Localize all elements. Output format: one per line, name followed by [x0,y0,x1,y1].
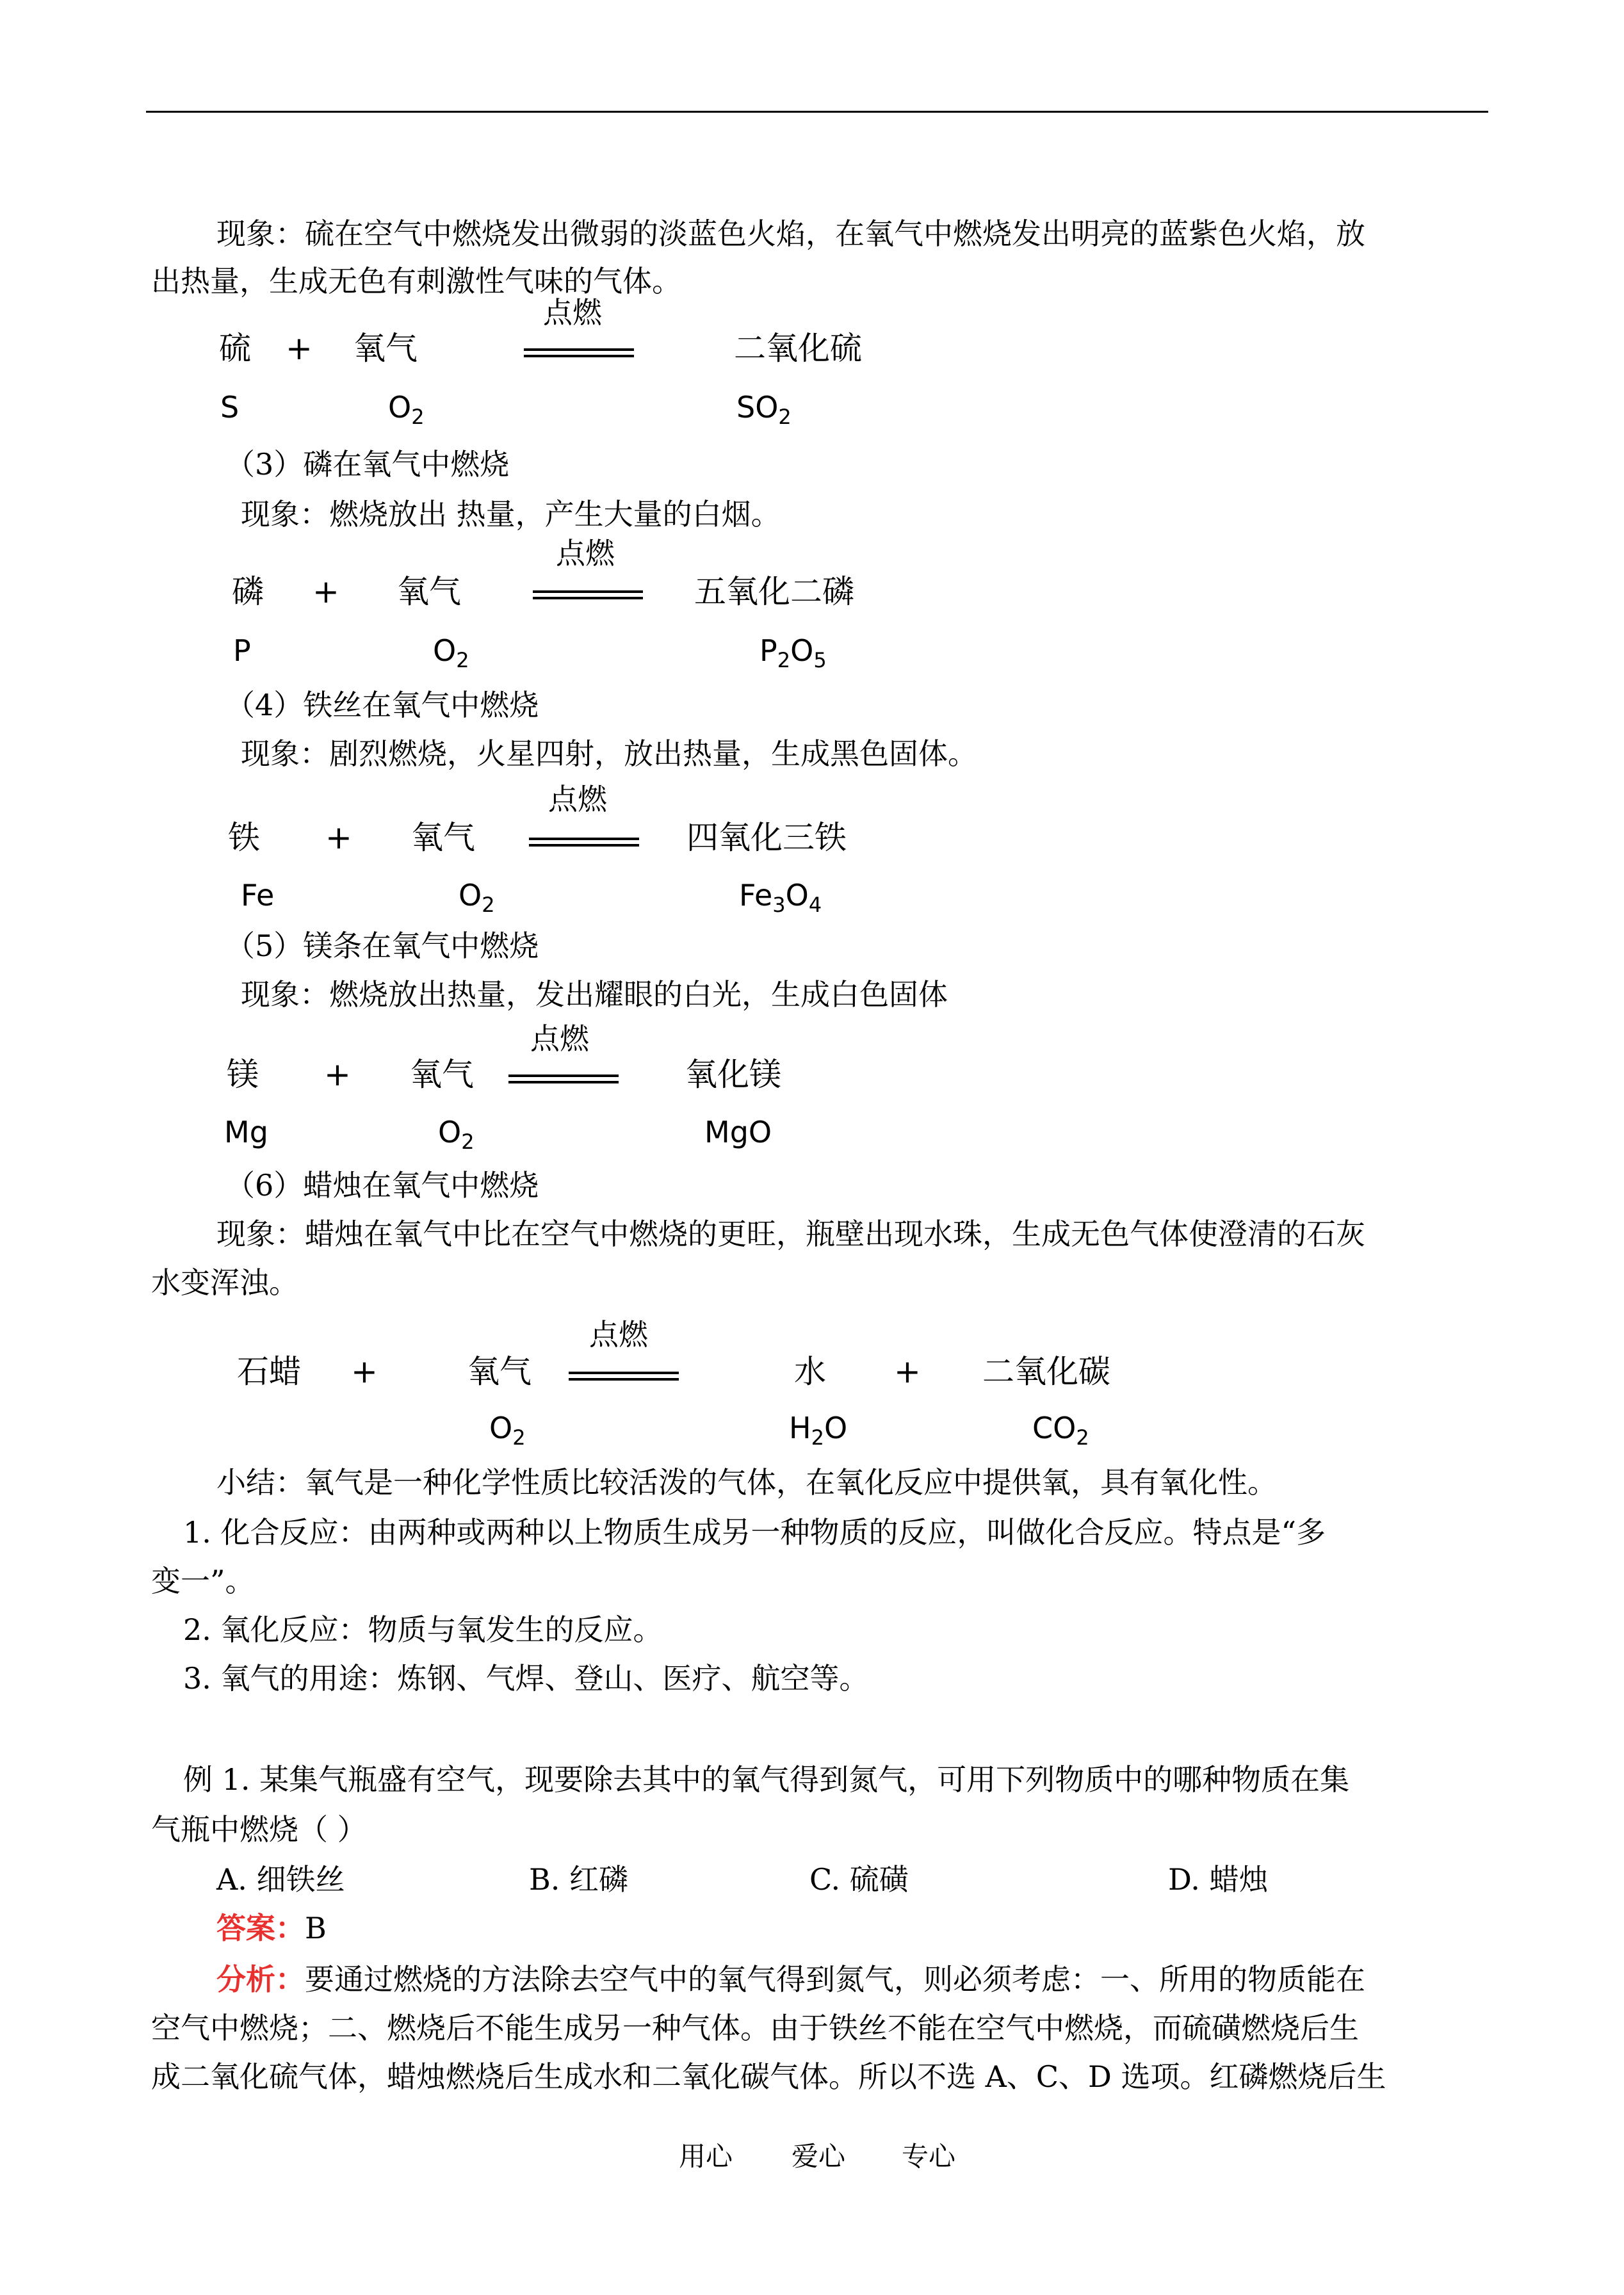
summary-item-1-cont: 变一”。 [151,1564,255,1598]
header-rule [146,111,1488,113]
formula: S [220,390,240,425]
analysis-label: 分析： [216,1962,305,1997]
formula: $CO_2$ [1032,1411,1089,1450]
analysis-line3: 成二氧化硫气体，蜡烛燃烧后生成水和二氧化碳气体。所以不选 A、C、D 选项。红磷燃烧后生 [151,2059,1386,2094]
reactant-name: 硫 [219,330,251,367]
formula: $O_2$ [459,878,495,917]
formula: Fe [241,878,275,912]
section-heading-candle: （6）蜡烛在氧气中燃烧 [225,1168,539,1203]
answer-value: B [305,1911,327,1945]
reaction-arrow [524,348,634,357]
formula: MgO [704,1115,772,1149]
section-heading-magnesium: （5）镁条在氧气中燃烧 [225,929,539,963]
product-name: 氧化镁 [685,1056,781,1093]
reactant-name: 磷 [232,573,264,610]
reaction-arrow [569,1372,679,1381]
formula: $O_2$ [433,633,469,672]
condition-label: 点燃 [556,536,615,571]
formula: $H_2O$ [789,1411,848,1450]
reactant-name: 氧气 [467,1353,532,1390]
answer-line [216,1904,327,1952]
formula: $O_2$ [438,1115,475,1154]
option-b: B. 红磷 [529,1862,629,1897]
condition-label: 点燃 [548,782,607,816]
plus-sign: + [894,1353,921,1390]
product-name: 二氧化碳 [982,1353,1110,1390]
phenomenon-candle-line2: 水变浑浊。 [151,1265,298,1300]
option-a: A. 细铁丝 [216,1862,345,1897]
footer-text-1: 用心 [679,2141,733,2172]
formula: Mg [224,1115,268,1149]
summary-intro: 小结：氧气是一种化学性质比较活泼的气体，在氧化反应中提供氧，具有氧化性。 [216,1465,1277,1500]
reactant-name: 铁 [228,819,260,856]
phenomenon-sulfur-line1: 现象：硫在空气中燃烧发出微弱的淡蓝色火焰，在氧气中燃烧发出明亮的蓝紫色火焰，放 [216,216,1365,251]
analysis-line2: 空气中燃烧；二、燃烧后不能生成另一种气体。由于铁丝不能在空气中燃烧，而硫磺燃烧后生 [151,2011,1359,2045]
reaction-arrow [508,1075,619,1083]
condition-label: 点燃 [530,1021,589,1056]
phenomenon-magnesium: 现象：燃烧放出热量，发出耀眼的白光，生成白色固体 [241,977,948,1012]
section-heading-iron: （4）铁丝在氧气中燃烧 [225,688,539,722]
plus-sign: + [286,330,313,367]
phenomenon-phosphorus: 现象：燃烧放出 热量，产生大量的白烟。 [241,497,781,531]
section-heading-phosphorus: （3）磷在氧气中燃烧 [225,447,510,482]
phenomenon-iron: 现象：剧烈燃烧，火星四射，放出热量，生成黑色固体。 [241,736,977,771]
product-name: 四氧化三铁 [686,819,847,856]
reactant-name: 氧气 [411,819,475,856]
formula: $O_2$ [489,1411,526,1450]
option-c: C. 硫磺 [809,1862,909,1897]
formula: $O_2$ [388,390,425,429]
plus-sign: + [325,819,352,856]
product-name: 二氧化硫 [734,330,862,367]
summary-item-2: 2. 氧化反应：物质与氧发生的反应。 [183,1612,663,1647]
example-question-line2: 气瓶中燃烧（ ） [151,1812,367,1847]
reactant-name: 氧气 [353,330,418,367]
footer-text-3: 专心 [902,2141,956,2172]
reactant-name: 石蜡 [237,1353,301,1390]
reaction-arrow [533,590,643,599]
reaction-arrow [529,838,639,847]
product-name: 水 [794,1353,826,1390]
condition-label: 点燃 [543,295,602,330]
formula: $SO_2$ [736,390,792,429]
reactant-name: 镁 [227,1056,259,1093]
plus-sign: + [351,1353,378,1390]
formula: $Fe_3O_4$ [739,878,822,917]
option-d: D. 蜡烛 [1168,1862,1269,1897]
footer-text-2: 爱心 [792,2141,846,2172]
product-name: 五氧化二磷 [694,573,854,610]
answer-label: 答案： [216,1911,305,1945]
formula: P [233,633,251,668]
phenomenon-candle-line1: 现象：蜡烛在氧气中比在空气中燃烧的更旺，瓶壁出现水珠，生成无色气体使澄清的石灰 [216,1217,1365,1251]
example-question-line1: 例 1. 某集气瓶盛有空气，现要除去其中的氧气得到氮气，可用下列物质中的哪种物质在集 [183,1762,1350,1797]
analysis-line1: 分析：要通过燃烧的方法除去空气中的氧气得到氮气，则必须考虑：一、所用的物质能在 [216,1962,1365,1997]
condition-label: 点燃 [589,1317,648,1352]
plus-sign: + [324,1056,351,1093]
reactant-name: 氧气 [410,1056,474,1093]
summary-item-3: 3. 氧气的用途：炼钢、气焊、登山、医疗、航空等。 [183,1661,869,1696]
reactant-name: 氧气 [397,573,461,610]
formula: $P_2O_5$ [759,633,827,672]
phenomenon-sulfur-line2: 出热量，生成无色有刺激性气味的气体。 [151,264,681,298]
plus-sign: + [313,573,339,610]
summary-item-1: 1. 化合反应：由两种或两种以上物质生成另一种物质的反应，叫做化合反应。特点是“多 [183,1515,1326,1550]
